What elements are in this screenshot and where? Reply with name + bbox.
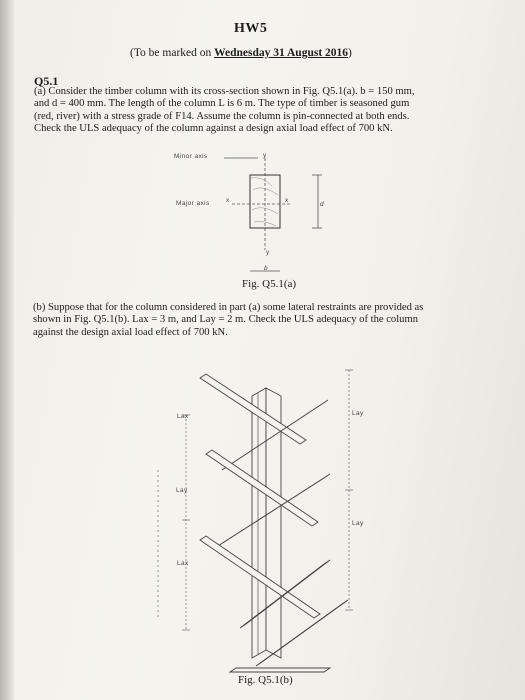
x-axis-left-label: x bbox=[226, 197, 230, 204]
minor-axis-label: Minor axis bbox=[174, 153, 208, 160]
part-a-line: and d = 400 mm. The length of the column L is 6 m. The type of timber is seasoned gum bbox=[34, 98, 410, 110]
part-a-line: (a) Consider the timber column with its cross-section shown in Fig. Q5.1(a). b = 150 mm, bbox=[34, 86, 415, 97]
x-axis-right-label: x bbox=[285, 197, 289, 204]
figure-a-caption: Fig. Q5.1(a) bbox=[242, 278, 297, 290]
dimension-label: Lay bbox=[352, 410, 364, 417]
dimension-label: Lay bbox=[352, 520, 364, 527]
part-a-line: (red, river) with a stress grade of F14. Assume the column is pin-connected at both ends. bbox=[34, 110, 410, 122]
breadth-label: b bbox=[264, 265, 269, 272]
dimension-label: Lax bbox=[177, 560, 189, 567]
page-title: HW5 bbox=[234, 21, 268, 36]
dimension-label: Lay bbox=[176, 487, 188, 494]
base-bar bbox=[230, 668, 330, 672]
subtitle-prefix: (To be marked on bbox=[130, 47, 215, 59]
y-axis-bottom-label: y bbox=[266, 249, 270, 256]
major-axis-label: Major axis bbox=[176, 200, 210, 207]
part-b-line: shown in Fig. Q5.1(b). Lax = 3 m, and Lay = 2 m. Check the ULS adequacy of the column bbox=[33, 314, 419, 326]
question-number: Q5.1 bbox=[34, 74, 59, 88]
due-date: Wednesday 31 August 2016 bbox=[214, 47, 349, 59]
dimension-label: Lax bbox=[177, 413, 189, 420]
subtitle-suffix: ) bbox=[348, 47, 352, 59]
y-axis-top-label: y bbox=[263, 152, 267, 159]
part-b-line: (b) Suppose that for the column considered in part (a) some lateral restraints are provided as bbox=[33, 302, 424, 313]
part-b-line: against the design axial load effect of 700 kN. bbox=[33, 326, 228, 338]
figure-b-caption: Fig. Q5.1(b) bbox=[238, 674, 293, 686]
depth-label: d bbox=[320, 201, 325, 208]
part-a-line: Check the ULS adequacy of the column against a design axial load effect of 700 kN. bbox=[34, 122, 393, 134]
